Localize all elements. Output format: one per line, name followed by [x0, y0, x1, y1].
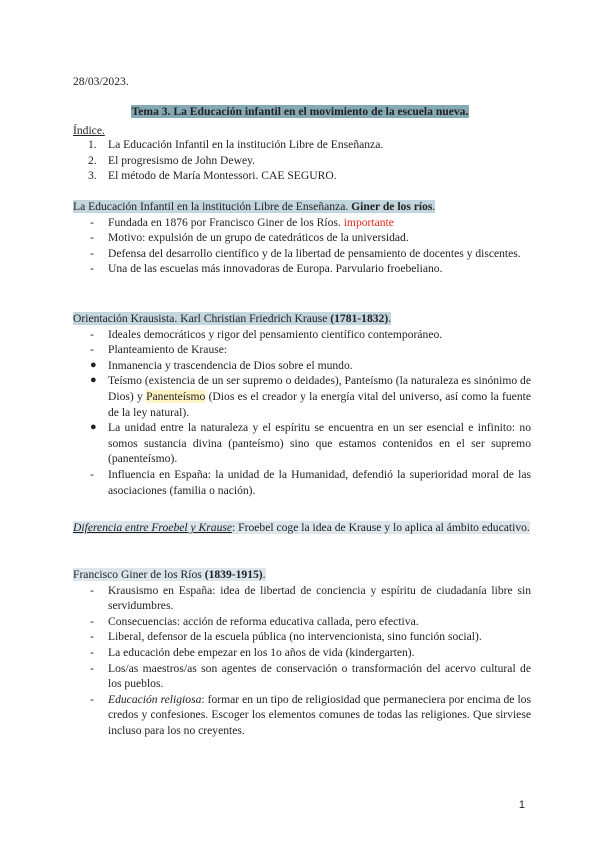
list-item	[73, 342, 531, 358]
dash-marker: -	[90, 467, 94, 481]
item-text: Motivo: expulsión de un grupo de catedráticos de la universidad.	[108, 231, 409, 245]
item-text: : formar en un tipo de religiosidad que permaneciera por encima de los credos y confesiones. Escoger los elementos comunes de todas las religiones. Que sirviese incluso para los no creyentes.	[108, 692, 531, 737]
page-number: 1	[518, 799, 525, 811]
dash-marker: -	[90, 327, 94, 341]
bullet-item	[73, 358, 531, 374]
index-item-text: El método de María Montessori. CAE SEGURO.	[108, 169, 337, 183]
heading-text: Francisco Giner de los Ríos	[73, 568, 205, 581]
heading-bold: (1839-1915)	[204, 568, 263, 581]
section-list	[73, 215, 531, 277]
bullet-marker: ●	[90, 374, 97, 387]
item-text: Los/as maestros/as son agentes de conservación o transformación del acervo cultural de los pueblos.	[108, 661, 531, 691]
index-item	[88, 153, 383, 169]
heading-bold: (1781-1832)	[330, 312, 389, 325]
item-text: Defensa del desarrollo científico y de la libertad de pensamiento de docentes y discentes.	[108, 246, 521, 260]
item-text: Teísmo (existencia de un ser supremo o deidades), Panteísmo (la naturaleza es sinónimo de Dios) y	[108, 374, 531, 403]
difference-note	[73, 520, 531, 536]
heading-text: La Educación Infantil en la institución Libre de Enseñanza.	[73, 200, 352, 213]
heading-end: .	[388, 312, 392, 325]
section-ile	[73, 199, 531, 277]
difference-label: Diferencia entre Froebel y Krause	[73, 521, 233, 534]
list-item	[73, 246, 531, 262]
heading-end: .	[432, 200, 436, 213]
list-item	[73, 583, 531, 614]
index-item-text: La Educación Infantil en la institución Libre de Enseñanza.	[108, 138, 384, 151]
section-list	[73, 583, 531, 739]
index-label: Índice	[73, 124, 102, 137]
item-text: Una de las escuelas más innovadoras de Europa. Parvulario froebeliano.	[108, 262, 443, 276]
date: 28/03/2023.	[73, 75, 129, 88]
item-text: La educación debe empezar en los 1o años de vida (kindergarten).	[108, 645, 415, 659]
item-text: Ideales democráticos y rigor del pensamiento científico contemporáneo.	[108, 327, 443, 341]
item-text-cont: (Dios es el creador y la energía vital del universo, así como la fuente de la ley natural).	[108, 389, 531, 419]
index-item-number: 3.	[88, 169, 97, 183]
dash-marker: -	[90, 645, 94, 659]
list-item	[73, 215, 531, 231]
index-label-suffix: .	[101, 124, 105, 137]
index-item-number: 1.	[88, 138, 97, 151]
document-title: Tema 3. La Educación infantil en el movimiento de la escuela nueva.	[131, 105, 469, 118]
item-text: Liberal, defensor de la escuela pública (no intervencionista, sino función social).	[108, 630, 482, 644]
dash-marker: -	[90, 231, 94, 245]
index-item	[88, 137, 383, 153]
bullet-item	[73, 420, 531, 467]
item-text: Krausismo en España: idea de libertad de conciencia y espíritu de ciudadanía libre sin servidumbres.	[108, 583, 531, 613]
list-item	[73, 629, 531, 645]
index-list	[88, 137, 383, 184]
list-item	[73, 692, 531, 739]
heading-text: Orientación Krausista. Karl Christian Friedrich Krause	[73, 312, 331, 325]
heading-bold: Giner de los ríos	[351, 200, 433, 213]
section-list	[73, 327, 531, 499]
dash-marker: -	[90, 614, 94, 628]
difference-text: : Froebel coge la idea de Krause y lo aplica al ámbito educativo.	[232, 521, 530, 534]
dash-marker: -	[90, 661, 94, 675]
dash-marker: -	[90, 343, 94, 357]
section-heading	[73, 311, 531, 327]
index-item-number: 2.	[88, 153, 97, 167]
index-item-text: El progresismo de John Dewey.	[108, 153, 256, 167]
section-heading	[73, 567, 531, 583]
list-item	[73, 661, 531, 692]
bullet-marker: ●	[90, 421, 97, 434]
item-text: Consecuencias: acción de reforma educativa callada, pero efectiva.	[108, 614, 419, 628]
bullet-marker: ●	[90, 358, 97, 371]
important-tag: importante	[343, 215, 394, 229]
highlighted-term: Panenteísmo	[146, 389, 206, 403]
list-item	[73, 327, 531, 343]
section-heading	[73, 199, 531, 215]
dash-marker: -	[90, 246, 94, 260]
index-item	[88, 168, 383, 184]
dash-marker: -	[90, 630, 94, 644]
list-item	[73, 467, 531, 498]
dash-marker: -	[90, 215, 94, 229]
item-italic: Educación religiosa	[108, 692, 202, 706]
list-item	[73, 261, 531, 277]
dash-marker: -	[90, 583, 94, 597]
list-item	[73, 645, 531, 661]
item-text: La unidad entre la naturaleza y el espíritu se encuentra en un ser esencial e infinito: no somos sustancia divina (panteísmo) sino que estamos contenidos en el ser supremo (panenteísmo).	[108, 421, 531, 466]
heading-end: .	[262, 568, 266, 581]
item-text: Influencia en España: la unidad de la Humanidad, defendió la superioridad moral de las asociaciones (familia o nación).	[108, 467, 531, 497]
title-line	[0, 104, 600, 120]
item-text: Planteamiento de Krause:	[108, 343, 228, 357]
list-item	[73, 614, 531, 630]
section-giner	[73, 567, 531, 739]
list-item	[73, 230, 531, 246]
dash-marker: -	[90, 692, 94, 706]
item-text: Inmanencia y trascendencia de Dios sobre el mundo.	[108, 358, 353, 372]
dash-marker: -	[90, 262, 94, 276]
item-text: Fundada en 1876 por Francisco Giner de los Ríos.	[108, 215, 344, 229]
section-krause	[73, 311, 531, 498]
bullet-item	[73, 373, 531, 420]
